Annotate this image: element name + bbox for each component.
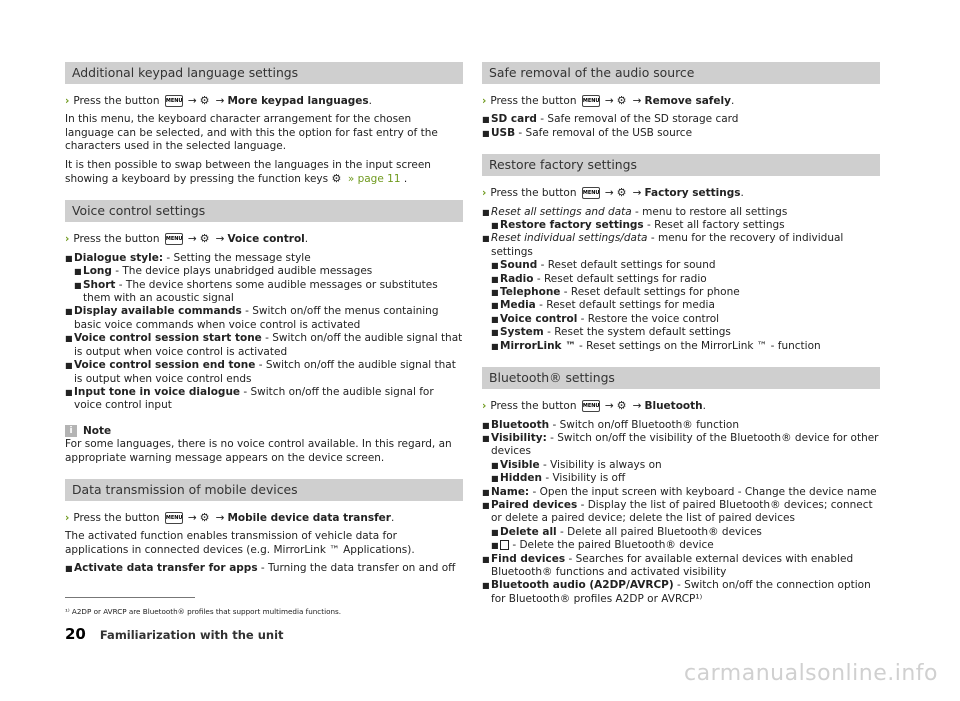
data-list [65, 562, 463, 575]
item-text: - Delete all paired Bluetooth® devices [556, 525, 762, 538]
voice-list [65, 252, 463, 413]
step-prefix: Press the button [490, 187, 577, 200]
item-label: Delete all [500, 525, 557, 538]
item-label: Bluetooth audio (A2DP/AVRCP) [491, 579, 674, 592]
gear-icon: ⚙ [616, 399, 627, 413]
chevron-icon: › [482, 400, 487, 413]
note-text: For some languages, there is no voice control available. In this regard, an appropriate warning message appears on the device screen. [65, 438, 452, 464]
trash-icon [500, 540, 509, 550]
menu-button-icon: MENU [582, 187, 600, 199]
chevron-icon: › [65, 95, 70, 107]
item-label: Voice control [500, 312, 578, 325]
arrow-icon: → [632, 400, 642, 413]
item-text: - Reset the system default settings [543, 326, 731, 339]
step-prefix: Press the button [490, 95, 577, 107]
item-text: - Reset default settings for media [535, 299, 715, 312]
item-text: - Reset default settings for phone [560, 286, 740, 299]
list-item [65, 386, 463, 413]
item-label: Voice control session start tone [74, 332, 262, 345]
step-target: Factory settings [644, 187, 741, 200]
item-label: System [500, 326, 544, 339]
step-bluetooth: › Press the button MENU → ⚙ → Bluetooth. [482, 399, 706, 413]
step-prefix: Press the button [73, 233, 160, 246]
item-text: - Switch on/off the visibility of the Bluetooth® device for other devices [491, 431, 879, 458]
item-label: Paired devices [491, 498, 578, 511]
item-text: - Setting the message style [163, 251, 311, 264]
item-label: Name: [491, 485, 530, 498]
footnote-divider [65, 597, 195, 598]
list-item [482, 232, 880, 259]
step-keypad: › Press the button MENU → ⚙ → More keypad languages. [65, 94, 373, 107]
item-text: - Safe removal of the USB source [515, 126, 693, 139]
step-voice: › Press the button MENU → ⚙ → Voice control. [65, 232, 309, 246]
note-heading [65, 425, 463, 438]
step-target: Bluetooth [644, 400, 703, 413]
step-target: Voice control [227, 233, 305, 246]
list-item [65, 332, 463, 359]
item-text: - Searches for available external devices with enabled Bluetooth® functions and activated visibility [491, 552, 854, 578]
item-text: - Reset default settings for radio [533, 272, 707, 285]
arrow-icon: → [187, 95, 197, 107]
arrow-icon: → [632, 187, 642, 200]
item-label: Media [500, 299, 536, 312]
section-title-bluetooth: Bluetooth® settings [482, 367, 880, 389]
watermark: carmanualsonline.info [684, 661, 938, 686]
data-para: The activated function enables transmission of vehicle data for applications in connected devices (e.g. MirrorLink ™ Applications). [65, 530, 415, 556]
item-text: - The device shortens some audible messages or substitutes them with an acoustic signal [83, 278, 438, 305]
section-title-voice: Voice control settings [65, 200, 463, 222]
step-prefix: Press the button [73, 511, 160, 524]
list-item [482, 486, 880, 499]
step-target: Remove safely [644, 95, 731, 107]
item-label: Bluetooth [491, 418, 550, 431]
list-item [65, 265, 463, 278]
step-data: › Press the button MENU → ⚙ → Mobile device data transfer. [65, 510, 395, 524]
gear-icon: ⚙ [331, 172, 342, 186]
page-link[interactable]: » page 11 [347, 173, 401, 186]
list-item [482, 526, 880, 539]
item-text: - Turning the data transfer on and off [260, 562, 456, 575]
item-label: Restore factory settings [500, 219, 644, 232]
arrow-icon: → [604, 400, 614, 413]
list-item [65, 359, 463, 386]
item-label: Find devices [491, 552, 566, 565]
item-label: Visibility: [491, 431, 547, 444]
section-title-factory: Restore factory settings [482, 154, 880, 176]
item-label: MirrorLink ™ [500, 339, 576, 352]
item-label: Reset all settings and data [491, 205, 632, 218]
menu-button-icon: MENU [165, 512, 183, 524]
item-text: - Switch on/off the audible signal that is output when voice control is activated [74, 332, 463, 358]
page-number: 20 [65, 625, 86, 643]
menu-button-icon: MENU [582, 95, 600, 107]
item-text: - menu to restore all settings [631, 205, 788, 218]
item-text: - Display the list of paired Bluetooth® devices; connect or delete a paired device; delete the list of paired devices [491, 498, 873, 525]
section-title-data: Data transmission of mobile devices [65, 479, 463, 501]
note-label: Note [83, 424, 112, 437]
list-item [482, 313, 880, 326]
list-item [482, 206, 880, 219]
item-text: - Switch on/off the menus containing basic voice commands when voice control is activated [74, 305, 439, 331]
section-title-removal: Safe removal of the audio source [482, 62, 880, 84]
page-footer-title: Familiarization with the unit [99, 628, 284, 642]
item-text: - Reset all factory settings [643, 219, 785, 232]
gear-icon: ⚙ [199, 94, 210, 107]
list-item [482, 340, 880, 353]
gear-icon: ⚙ [199, 232, 210, 246]
keypad-para-2-text: It is then possible to swap between the languages in the input screen showing a keyboard by pressing the function keys [65, 158, 431, 186]
arrow-icon: → [604, 95, 614, 107]
left-column [65, 62, 463, 576]
arrow-icon: → [215, 233, 225, 246]
step-target: More keypad languages [227, 95, 369, 107]
item-label: Sound [500, 259, 538, 272]
item-text: - Switch on/off the audible signal for voice control input [74, 385, 434, 412]
menu-button-icon: MENU [165, 95, 183, 107]
item-text: - Delete the paired Bluetooth® device [509, 539, 714, 552]
list-item [482, 553, 880, 580]
item-label: Short [83, 278, 116, 291]
item-label: Hidden [500, 472, 543, 485]
keypad-para-2: It is then possible to swap between the languages in the input screen showing a keyboard by pressing the function keys ⚙ » page 11 . [65, 158, 431, 186]
chevron-icon: › [65, 511, 70, 524]
gear-icon: ⚙ [616, 94, 627, 107]
item-label: Reset individual settings/data [491, 232, 648, 245]
item-label: Input tone in voice dialogue [74, 385, 241, 398]
list-item [482, 273, 880, 286]
item-label: USB [491, 126, 516, 139]
step-factory: › Press the button MENU → ⚙ → Factory settings. [482, 186, 744, 200]
item-label: Visible [500, 458, 540, 471]
item-text: - Safe removal of the SD storage card [536, 113, 739, 126]
bluetooth-list [482, 419, 880, 607]
arrow-icon: → [215, 511, 225, 524]
item-label: Activate data transfer for apps [74, 562, 258, 575]
item-label: Display available commands [74, 305, 242, 318]
step-prefix: Press the button [73, 95, 160, 107]
item-label: Telephone [500, 286, 561, 299]
item-text: - menu for the recovery of individual settings [491, 232, 844, 258]
item-text: - The device plays unabridged audible messages [111, 265, 373, 278]
arrow-icon: → [187, 233, 197, 246]
menu-button-icon: MENU [165, 233, 183, 245]
item-text: - Visibility is off [542, 472, 626, 485]
arrow-icon: → [215, 95, 225, 107]
footnote: ¹⁾ A2DP or AVRCP are Bluetooth® profiles that support multimedia functions. [65, 607, 342, 616]
list-item [65, 279, 463, 306]
step-prefix: Press the button [490, 400, 577, 413]
menu-button-icon: MENU [582, 400, 600, 412]
list-item [482, 579, 880, 606]
list-item [482, 219, 880, 232]
list-item [482, 127, 880, 140]
section-title-keypad: Additional keypad language settings [65, 62, 463, 84]
list-item [482, 326, 880, 339]
note-icon: i [65, 425, 77, 437]
gear-icon: ⚙ [199, 510, 210, 524]
item-text: - Reset default settings for sound [537, 259, 716, 272]
gear-icon: ⚙ [616, 186, 627, 200]
list-item [482, 432, 880, 459]
list-item [65, 252, 463, 265]
item-text: - Visibility is always on [539, 458, 662, 471]
item-label: Dialogue style: [74, 251, 164, 264]
list-item [65, 562, 463, 575]
chevron-icon: › [65, 233, 70, 246]
list-item [482, 286, 880, 299]
item-label: Voice control session end tone [74, 359, 256, 372]
list-item [482, 299, 880, 312]
item-text: - Switch on/off the connection option for Bluetooth® profiles A2DP or AVRCP¹⁾ [491, 579, 871, 605]
arrow-icon: → [187, 511, 197, 524]
step-removal: › Press the button MENU → ⚙ → Remove safely. [482, 94, 735, 107]
item-text: - Open the input screen with keyboard - Change the device name [529, 485, 877, 498]
list-item [482, 113, 880, 126]
list-item [482, 419, 880, 432]
item-text: - Reset settings on the MirrorLink ™ - function [575, 339, 821, 352]
list-item [482, 472, 880, 485]
list-item [482, 259, 880, 272]
item-text: - Restore the voice control [577, 312, 720, 325]
chevron-icon: › [482, 95, 487, 107]
list-item [65, 305, 463, 332]
item-text: - Switch on/off Bluetooth® function [549, 418, 739, 431]
page-footer [65, 625, 284, 643]
arrow-icon: → [632, 95, 642, 107]
right-column [482, 62, 880, 606]
list-item [482, 539, 880, 552]
item-text: - Switch on/off the audible signal that is output when voice control ends [74, 359, 456, 385]
list-item [482, 499, 880, 526]
factory-list [482, 206, 880, 353]
keypad-para-1: In this menu, the keyboard character arrangement for the chosen language can be selected, and with this the option for fast entry of the characters used in the selected language. [65, 113, 438, 153]
item-label: Radio [500, 272, 534, 285]
arrow-icon: → [604, 187, 614, 200]
item-label: SD card [491, 113, 537, 126]
list-item [482, 459, 880, 472]
item-label: Long [83, 265, 112, 278]
step-target: Mobile device data transfer [227, 511, 391, 524]
removal-list [482, 113, 880, 140]
chevron-icon: › [482, 187, 487, 200]
